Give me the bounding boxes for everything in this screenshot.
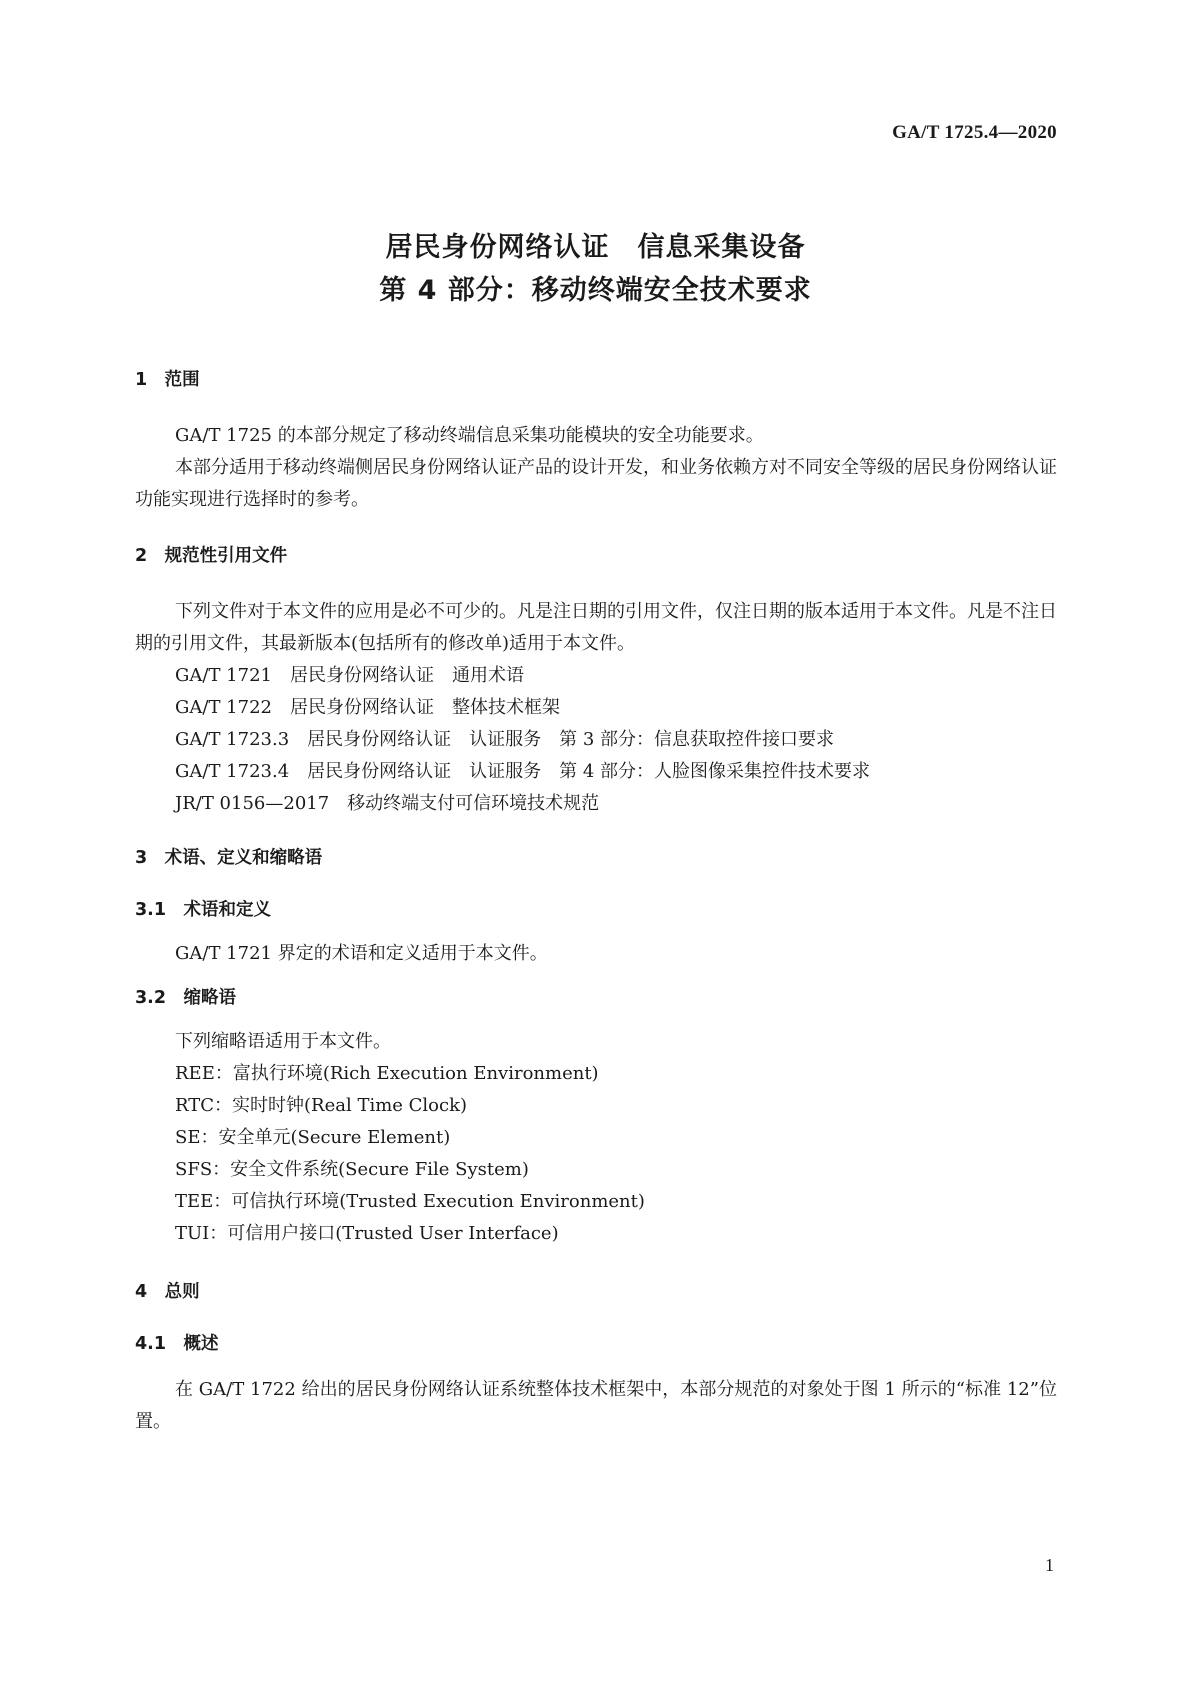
section-3-2-intro: 下列缩略语适用于本文件。 — [175, 1031, 391, 1052]
standard-code: GA/T 1725.4—2020 — [892, 122, 1057, 143]
section-1-para-1: GA/T 1725 的本部分规定了移动终端信息采集功能模块的安全功能要求。 — [175, 425, 764, 446]
reference-item: GA/T 1722 居民身份网络认证 整体技术框架 — [175, 697, 560, 718]
reference-item: GA/T 1721 居民身份网络认证 通用术语 — [175, 665, 524, 686]
reference-item: GA/T 1723.3 居民身份网络认证 认证服务 第 3 部分：信息获取控件接口要求 — [175, 729, 835, 750]
abbreviation-item: RTC：实时时钟(Real Time Clock) — [175, 1095, 468, 1116]
title-line-1: 居民身份网络认证 信息采集设备 — [385, 232, 806, 263]
section-4-1-para: 在 GA/T 1722 给出的居民身份网络认证系统整体技术框架中，本部分规范的对象处于图 1 所示的“标准 12”位置。 — [135, 1379, 1057, 1432]
section-3-heading: 3 术语、定义和缩略语 — [135, 848, 323, 868]
section-2-heading: 2 规范性引用文件 — [135, 546, 288, 566]
document-title — [0, 226, 1191, 312]
title-line-2: 第 4 部分：移动终端安全技术要求 — [379, 275, 812, 306]
reference-item: JR/T 0156—2017 移动终端支付可信环境技术规范 — [175, 793, 600, 814]
abbreviation-item: SE：安全单元(Secure Element) — [175, 1127, 451, 1148]
document-body — [135, 366, 1057, 1438]
section-3-1-heading: 3.1 术语和定义 — [135, 900, 272, 920]
section-1-heading: 1 范围 — [135, 370, 200, 390]
abbreviation-item: SFS：安全文件系统(Secure File System) — [175, 1159, 529, 1180]
section-4-heading: 4 总则 — [135, 1282, 200, 1302]
section-3-1-para: GA/T 1721 界定的术语和定义适用于本文件。 — [175, 943, 548, 964]
section-2-para-1: 下列文件对于本文件的应用是必不可少的。凡是注日期的引用文件，仅注日期的版本适用于本文件。凡是不注日期的引用文件，其最新版本(包括所有的修改单)适用于本文件。 — [135, 601, 1057, 654]
abbreviation-item: TUI：可信用户接口(Trusted User Interface) — [175, 1223, 559, 1244]
abbreviation-item: REE：富执行环境(Rich Execution Environment) — [175, 1063, 599, 1084]
abbreviation-item: TEE：可信执行环境(Trusted Execution Environment) — [175, 1191, 645, 1212]
reference-item: GA/T 1723.4 居民身份网络认证 认证服务 第 4 部分：人脸图像采集控件技术要求 — [175, 761, 871, 782]
section-4-1-heading: 4.1 概述 — [135, 1334, 219, 1354]
normative-references-list — [135, 660, 1057, 820]
section-1-para-2: 本部分适用于移动终端侧居民身份网络认证产品的设计开发，和业务依赖方对不同安全等级的居民身份网络认证功能实现进行选择时的参考。 — [135, 457, 1057, 510]
page-number: 1 — [1045, 1555, 1054, 1575]
section-3-2-heading: 3.2 缩略语 — [135, 988, 237, 1008]
abbreviations-list — [135, 1058, 1057, 1250]
